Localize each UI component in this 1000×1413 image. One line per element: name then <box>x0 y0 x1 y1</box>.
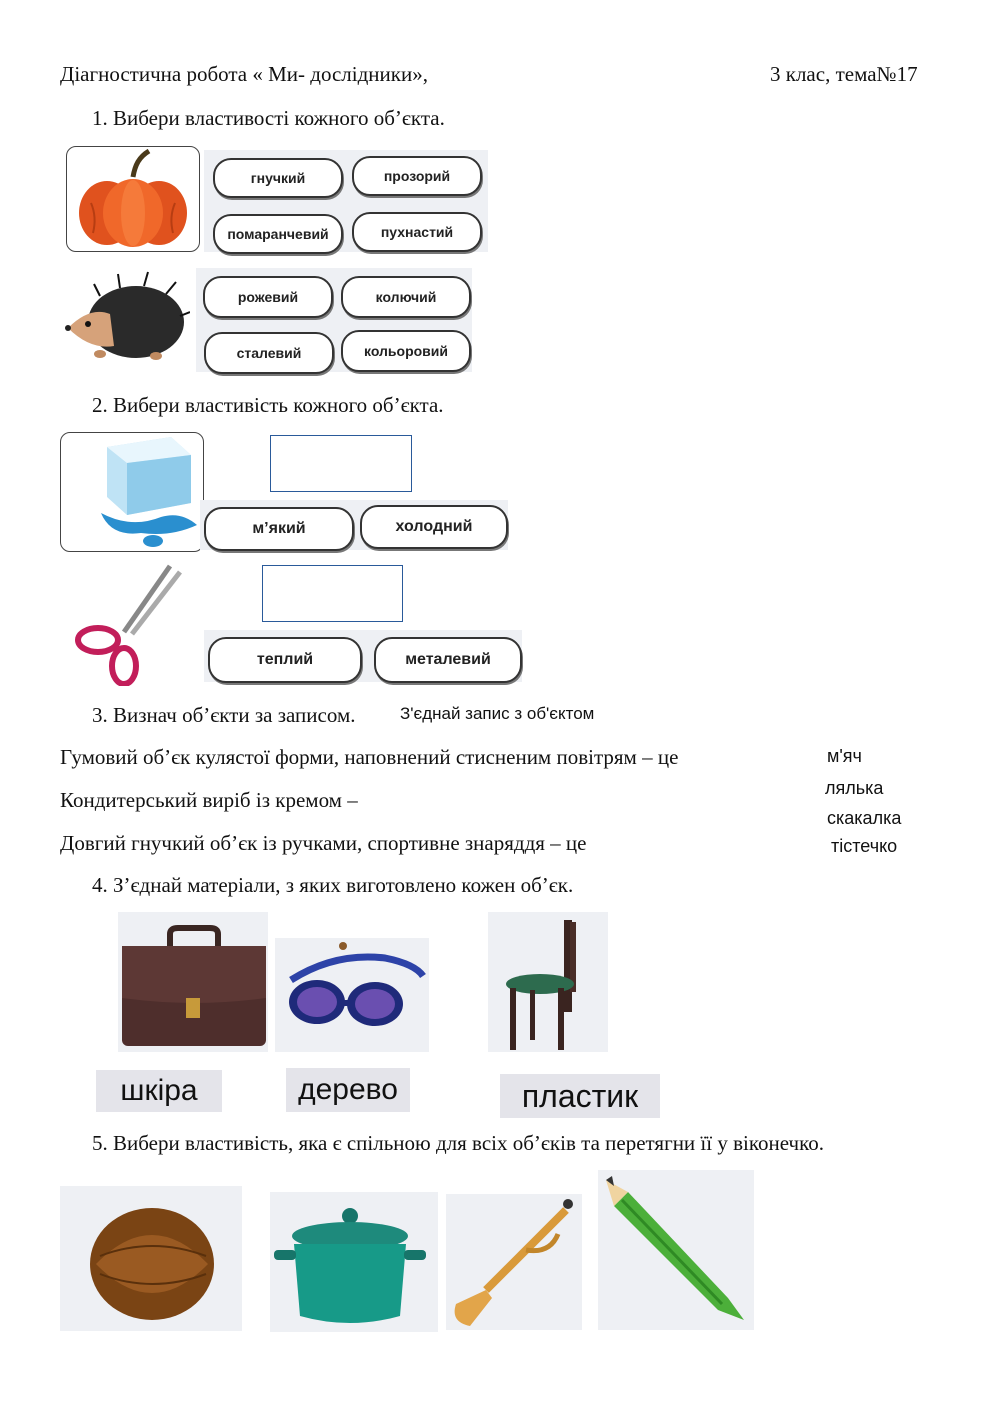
property-option-warm[interactable]: теплий <box>208 637 362 683</box>
pencil-image <box>598 1170 754 1330</box>
match-option-jump-rope[interactable]: скакалка <box>827 808 902 828</box>
material-plastic[interactable]: пластик <box>500 1074 660 1118</box>
task5-heading: 5. Вибери властивість, яка є спільною для всіх об’єків та перетягни її у віконечко. <box>92 1131 824 1155</box>
property-option-transparent[interactable]: прозорий <box>352 156 482 196</box>
answer-drop-box-ice[interactable] <box>270 435 412 492</box>
property-option-pink[interactable]: рожевий <box>203 276 333 318</box>
property-option-soft[interactable]: м’який <box>204 507 354 551</box>
material-leather[interactable]: шкіра <box>96 1070 222 1112</box>
swim-goggles-image <box>275 938 429 1052</box>
match-option-cake[interactable]: тістечко <box>831 836 898 856</box>
worksheet-title: Діагностична робота « Ми- дослідники», <box>60 62 428 86</box>
property-option-colorful[interactable]: кольоровий <box>341 330 471 372</box>
riddle-line-2: Кондитерський виріб із кремом – <box>60 788 358 812</box>
answer-drop-box-scissors[interactable] <box>262 565 403 622</box>
chair-image <box>488 912 608 1052</box>
briefcase-image <box>118 912 268 1052</box>
riddle-line-1: Гумовий об’єк кулястої форми, наповнений стисненим повітрям – це <box>60 745 679 769</box>
material-wood[interactable]: дерево <box>286 1068 410 1112</box>
task3-hint: З'єднай запис з об'єктом <box>400 704 595 723</box>
pumpkin-image <box>66 146 200 252</box>
match-option-ball[interactable]: м'яч <box>827 746 862 766</box>
task2-heading: 2. Вибери властивість кожного об’єкта. <box>92 393 444 417</box>
match-option-doll[interactable]: лялька <box>825 778 884 798</box>
trumpet-image <box>446 1194 582 1330</box>
task4-heading: 4. З’єднай матеріали, з яких виготовлено кожен об’єк. <box>92 873 574 897</box>
ice-cube-image <box>60 432 204 552</box>
property-option-prickly[interactable]: колючий <box>341 276 471 318</box>
task1-heading: 1. Вибери властивості кожного об’єкта. <box>92 106 445 130</box>
property-option-orange[interactable]: помаранчевий <box>213 214 343 254</box>
hedgehog-image <box>60 266 190 370</box>
scissors-image <box>62 562 202 686</box>
property-option-flexible[interactable]: гнучкий <box>213 158 343 198</box>
property-option-metal[interactable]: металевий <box>374 637 522 683</box>
grade-topic: 3 клас, тема№17 <box>770 62 918 86</box>
property-option-cold[interactable]: холодний <box>360 505 508 549</box>
property-option-fluffy[interactable]: пухнастий <box>352 212 482 252</box>
task3-heading: 3. Визнач об’єкти за записом. <box>92 703 356 727</box>
walnut-image <box>60 1186 242 1331</box>
riddle-line-3: Довгий гнучкий об’єк із ручками, спортивне знаряддя – це <box>60 831 587 855</box>
property-option-steel[interactable]: сталевий <box>204 332 334 374</box>
cooking-pot-image <box>270 1192 438 1332</box>
